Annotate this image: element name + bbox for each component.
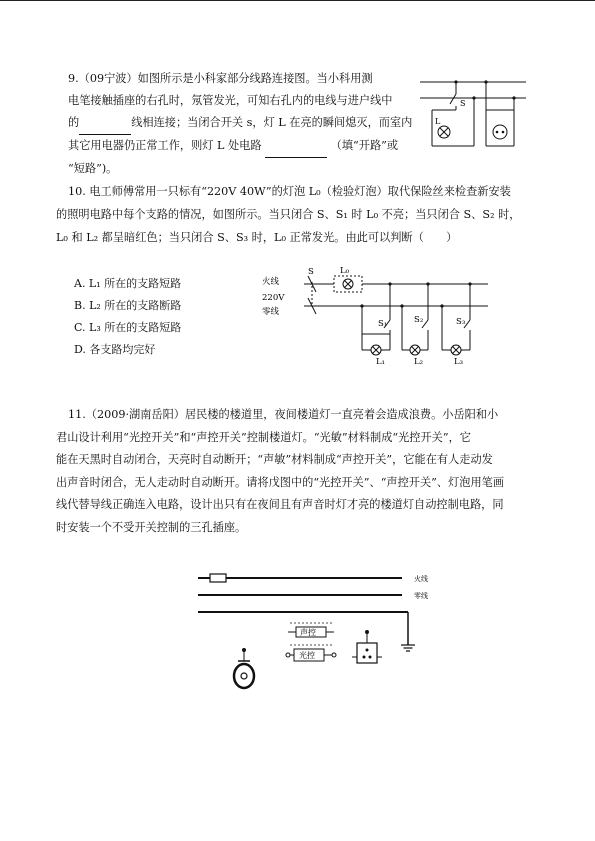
q9-line-4-start: 其它用电器仍正常工作，则灯 L 处电路 [68,139,262,152]
q9-line-4-end: （填“开路”或 [330,139,399,152]
q9-socket [493,125,507,139]
q11-line-6: 时安装一个不受开关控制的三孔插座。 [56,520,247,534]
q11-label-light-switch: 光控 [299,651,315,660]
q11-three-hole-socket [352,633,382,663]
q11-line-1: 11.（2009·湖南岳阳）居民楼的楼道里，夜间楼道灯一直亮着会造成浪费。小岳阳和小 [68,408,499,421]
q9-line-3-end: 线相连接；当闭合开关 s，灯 L 在亮的瞬间熄灭，而室内 [131,116,413,129]
q10-label-s: S [308,267,314,277]
q9-circuit-figure [416,72,528,150]
q9-switch-s [450,94,456,104]
question-10 [56,180,556,249]
q11-lamp [234,651,254,688]
question-9 [68,68,418,180]
q10-label-l0: L₀ [340,266,350,276]
q10-option-d: D. 各支路均完好 [74,343,156,356]
q9-line-2: 电笔接触插座的右孔时，氖管发光，可知右孔内的电线与进户线中 [68,94,393,107]
q10-label-s2: S₂ [414,315,424,325]
q9-line-5: “短路”)。 [68,162,118,175]
q10-line-2: 的照明电路中每个支路的情况，如图所示。当只闭合 S、S₁ 时 L₀ 不亮；当只闭合 S、S₂ 时， [56,208,521,221]
q10-label-neutral: 零线 [262,307,280,317]
q10-option-c: C. L₃ 所在的支路短路 [74,321,182,334]
q11-fuse [210,574,226,582]
q11-line-3: 能在天黑时自动闭合，天亮时自动断开；“声敏”材料制成“声控开关”，它能在有人走动发 [56,453,493,466]
q11-label-live: 火线 [414,575,428,583]
q9-label-l: L [435,117,441,126]
q11-line-5: 线代替导线正确连入电路，设计出只有在夜间且有声音时灯才亮的楼道灯自动控制电路，同 [56,498,504,511]
q10-option-a: A. L₁ 所在的支路短路 [74,277,182,290]
q10-line-3: L₀ 和 L₂ 都呈暗红色；当只闭合 S、S₃ 时，L₀ 正常发光。由此可以判断（ ） [56,231,458,244]
q9-line-3-start: 的 [68,116,80,129]
q10-label-l2: L₂ [414,357,424,366]
q10-label-voltage: 220V [262,293,285,303]
q9-line-3 [68,112,418,135]
q10-label-l1: L₁ [376,357,386,366]
q10-option-b: B. L₂ 所在的支路断路 [74,299,182,312]
q11-label-neutral: 零线 [414,592,428,600]
q11-line-4: 出声音时闭合，无人走动时自动断开。请将戊图中的“光控开关”、“声控开关”、灯泡用笔画 [56,475,505,489]
question-11 [56,404,566,539]
q10-label-s3: S₃ [456,317,466,327]
q9-line-4 [68,135,418,158]
q10-label-live: 火线 [262,277,280,287]
q10-circuit-figure [258,262,498,366]
q11-wiring-figure [190,565,450,695]
q10-label-l3: L₃ [454,357,464,366]
q9-label-s: S [460,99,466,108]
page-top-rule [0,0,595,1]
q10-line-1: 10. 电工师傅常用一只标有“220V 40W”的灯泡 L₀（检验灯泡）取代保险丝来检查新安装 [68,185,511,198]
q9-line-1: 9.（09宁波）如图所示是小科家部分线路连接图。当小科用测 [68,72,373,85]
q11-line-2: 君山设计利用“光控开关”和“声控开关”控制楼道灯。“光敏”材料制成“光控开关”，它 [56,430,471,444]
q11-label-sound-switch: 声控 [300,628,316,637]
q10-label-s1: S₁ [378,319,388,329]
q9-blank-1 [79,112,131,135]
q9-blank-2 [265,135,327,158]
